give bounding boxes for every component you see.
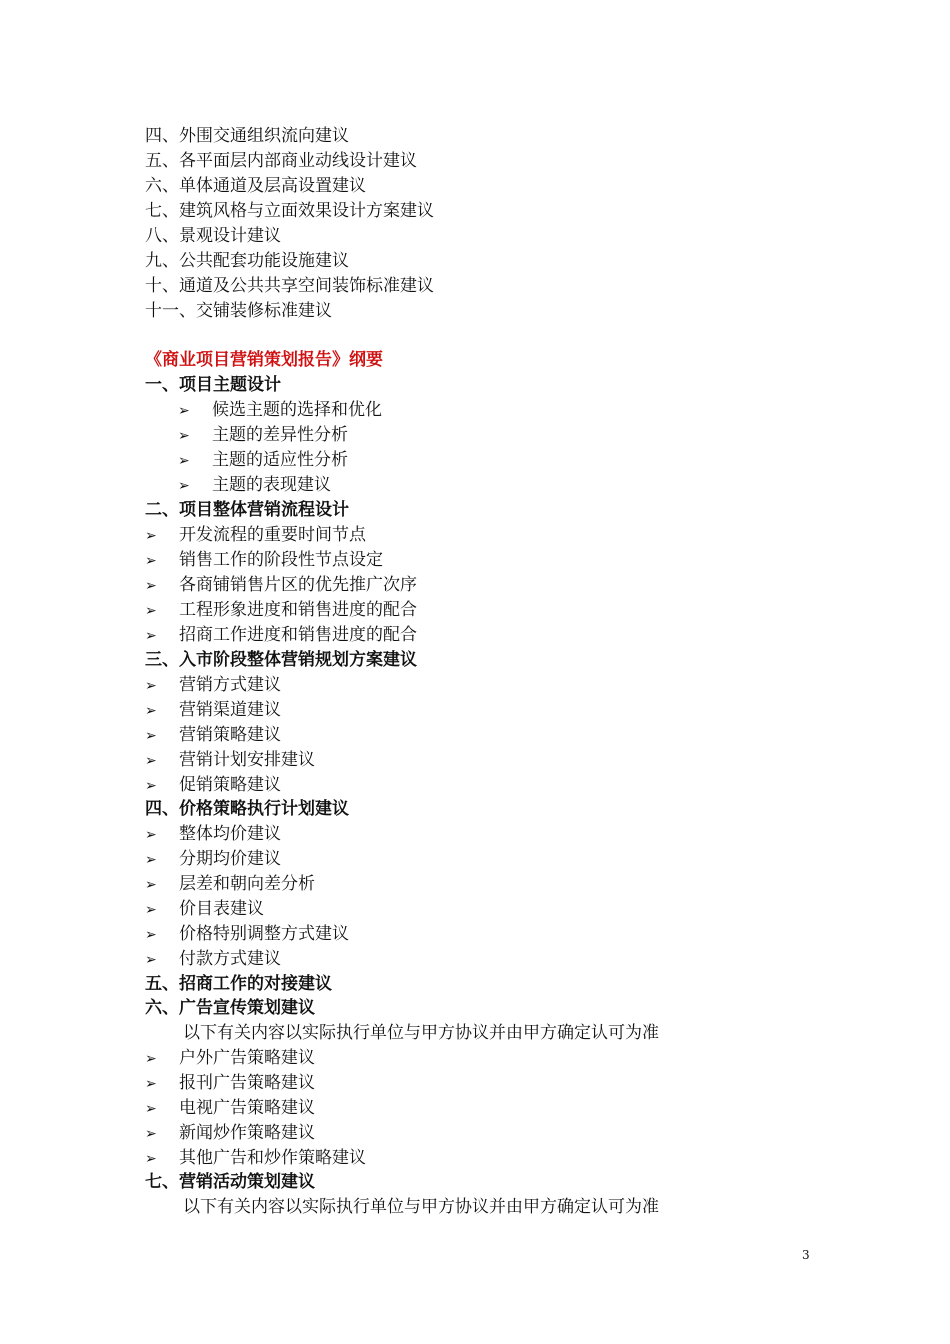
- bullet-arrow-icon: ➢: [145, 678, 157, 694]
- list-item: ➢ 候选主题的选择和优化: [178, 398, 382, 424]
- list-item: ➢ 分期均价建议: [145, 847, 281, 873]
- list-item: ➢ 主题的差异性分析: [178, 423, 348, 449]
- bullet-arrow-icon: ➢: [145, 852, 157, 868]
- bullet-arrow-icon: ➢: [145, 628, 157, 644]
- section-heading: 四、价格策略执行计划建议: [145, 799, 349, 819]
- bullet-arrow-icon: ➢: [145, 902, 157, 918]
- bullet-arrow-icon: ➢: [145, 703, 157, 719]
- list-item: ➢ 开发流程的重要时间节点: [145, 523, 366, 549]
- list-item: ➢ 营销计划安排建议: [145, 748, 315, 774]
- bullet-arrow-icon: ➢: [178, 478, 190, 494]
- bullet-arrow-icon: ➢: [178, 403, 190, 419]
- bullet-arrow-icon: ➢: [145, 827, 157, 843]
- toc-item: 四、外围交通组织流向建议: [145, 126, 349, 146]
- list-item: ➢ 其他广告和炒作策略建议: [145, 1146, 366, 1172]
- bullet-arrow-icon: ➢: [145, 603, 157, 619]
- section-heading: 三、入市阶段整体营销规划方案建议: [145, 650, 417, 670]
- section-heading: 一、项目主题设计: [145, 375, 281, 395]
- bullet-arrow-icon: ➢: [145, 952, 157, 968]
- list-item: ➢ 营销渠道建议: [145, 698, 281, 724]
- toc-item: 九、公共配套功能设施建议: [145, 251, 349, 271]
- bullet-arrow-icon: ➢: [145, 877, 157, 893]
- bullet-arrow-icon: ➢: [178, 453, 190, 469]
- bullet-arrow-icon: ➢: [145, 1101, 157, 1117]
- bullet-arrow-icon: ➢: [145, 578, 157, 594]
- list-item: ➢ 层差和朝向差分析: [145, 872, 315, 898]
- toc-item: 五、各平面层内部商业动线设计建议: [145, 151, 417, 171]
- list-item: ➢ 工程形象进度和销售进度的配合: [145, 598, 417, 624]
- bullet-arrow-icon: ➢: [145, 927, 157, 943]
- list-item: ➢ 付款方式建议: [145, 947, 281, 973]
- bullet-arrow-icon: ➢: [145, 778, 157, 794]
- bullet-arrow-icon: ➢: [145, 1126, 157, 1142]
- toc-item: 八、景观设计建议: [145, 226, 281, 246]
- toc-item: 七、建筑风格与立面效果设计方案建议: [145, 201, 434, 221]
- list-item: ➢ 主题的适应性分析: [178, 448, 348, 474]
- list-item: ➢ 报刊广告策略建议: [145, 1071, 315, 1097]
- bullet-arrow-icon: ➢: [145, 728, 157, 744]
- list-item: ➢ 营销方式建议: [145, 673, 281, 699]
- toc-item: 十、通道及公共共享空间装饰标准建议: [145, 276, 434, 296]
- list-item: ➢ 促销策略建议: [145, 773, 281, 799]
- bullet-arrow-icon: ➢: [145, 1151, 157, 1167]
- section-note: 以下有关内容以实际执行单位与甲方协议并由甲方确定认可为准: [183, 1197, 659, 1217]
- list-item: ➢ 整体均价建议: [145, 822, 281, 848]
- section-heading: 二、项目整体营销流程设计: [145, 500, 349, 520]
- bullet-arrow-icon: ➢: [145, 528, 157, 544]
- bullet-arrow-icon: ➢: [178, 428, 190, 444]
- list-item: ➢ 主题的表现建议: [178, 473, 331, 499]
- list-item: ➢ 电视广告策略建议: [145, 1096, 315, 1122]
- list-item: ➢ 户外广告策略建议: [145, 1046, 315, 1072]
- list-item: ➢ 各商铺销售片区的优先推广次序: [145, 573, 417, 599]
- toc-item: 十一、交铺装修标准建议: [145, 301, 332, 321]
- bullet-arrow-icon: ➢: [145, 1051, 157, 1067]
- bullet-arrow-icon: ➢: [145, 553, 157, 569]
- bullet-arrow-icon: ➢: [145, 1076, 157, 1092]
- section-heading: 六、广告宣传策划建议: [145, 998, 315, 1018]
- section-heading: 七、营销活动策划建议: [145, 1172, 315, 1192]
- bullet-arrow-icon: ➢: [145, 753, 157, 769]
- list-item: ➢ 价目表建议: [145, 897, 264, 923]
- list-item: ➢ 招商工作进度和销售进度的配合: [145, 623, 417, 649]
- page-number: 3: [802, 1248, 810, 1262]
- report-title: 《商业项目营销策划报告》纲要: [145, 350, 383, 370]
- list-item: ➢ 价格特别调整方式建议: [145, 922, 349, 948]
- section-heading: 五、招商工作的对接建议: [145, 974, 332, 994]
- list-item: ➢ 营销策略建议: [145, 723, 281, 749]
- list-item: ➢ 新闻炒作策略建议: [145, 1121, 315, 1147]
- section-note: 以下有关内容以实际执行单位与甲方协议并由甲方确定认可为准: [183, 1023, 659, 1043]
- list-item: ➢ 销售工作的阶段性节点设定: [145, 548, 383, 574]
- toc-item: 六、单体通道及层高设置建议: [145, 176, 366, 196]
